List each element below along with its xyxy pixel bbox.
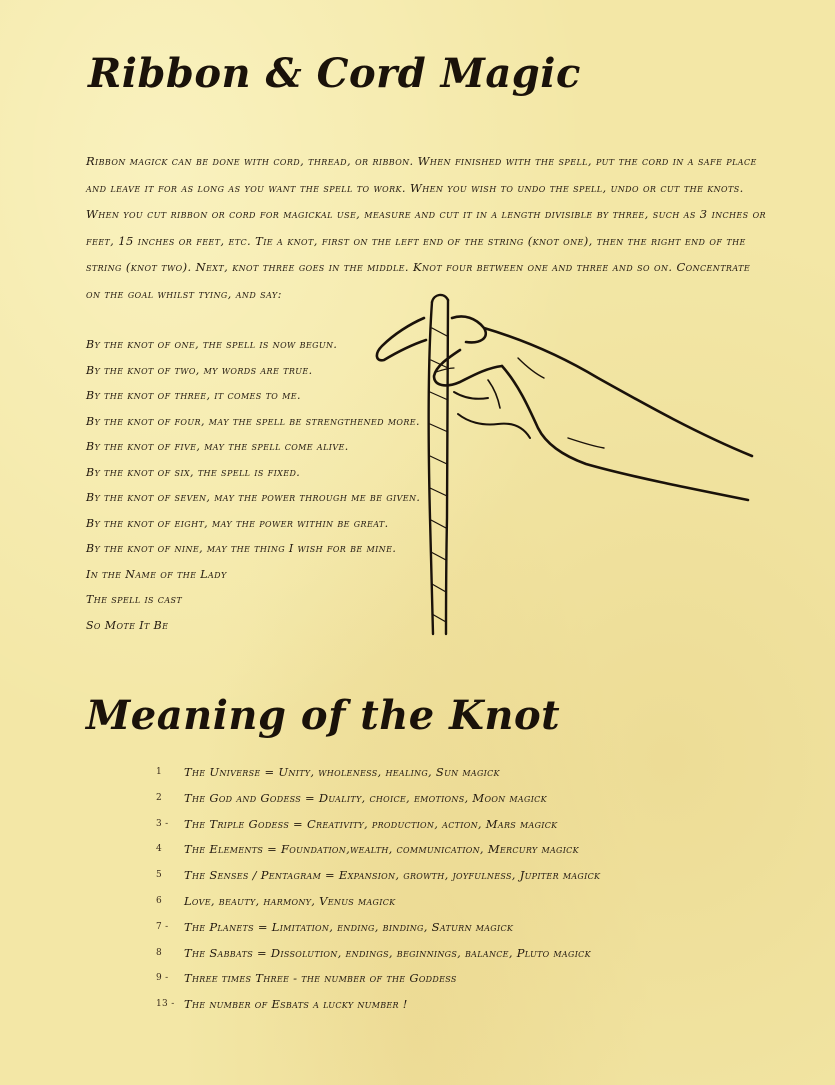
knot-number: 5 (156, 870, 163, 881)
list-item (156, 915, 600, 941)
chant-line: By the knot of four, may the spell be strengthened more. (86, 414, 420, 428)
chant-line: By the knot of eight, may the power within be great. (86, 516, 389, 530)
knot-meaning: Three times Three - the number of the Goddess (184, 971, 457, 986)
knot-meaning: The number of Esbats a lucky number ! (184, 997, 408, 1012)
knot-number: 9 - (156, 973, 169, 984)
knot-number: 8 (156, 947, 163, 958)
knot-meaning: The Universe = Unity, wholeness, healing, Sun magick (184, 765, 500, 779)
knot-meanings-list (156, 760, 600, 1018)
chant-line: The spell is cast (86, 593, 183, 606)
list-item (156, 966, 600, 992)
intro-paragraph: Ribbon magick can be done with cord, thread, or ribbon. When finished with the spell, put the cord in a safe place and leave it for as long as you want the spell to work. When you wish to undo the spell, undo or cut the knots. When you cut ribbon or cord for magickal use, measure and cut it in a length divisible by three, such as 3 inches or feet, 15 inches or feet, etc. Tie a knot, first on the left end of the string (knot one), then the right end of the string (knot two). Next, knot three goes in the middle. Knot four between one and three and so on. Concentrate on the goal whilst tying, and say: (86, 154, 766, 301)
page-title: Ribbon & Cord Magic (88, 50, 581, 97)
list-item (156, 941, 600, 967)
knot-number: 4 (156, 844, 163, 855)
knot-meaning: The Senses / Pentagram = Expansion, growth, joyfulness, Jupiter magick (184, 868, 601, 883)
knot-number: 3 - (156, 818, 169, 829)
list-item (156, 812, 600, 838)
chant-line: So Mote It Be (86, 618, 169, 632)
knot-meaning: The Elements = Foundation,wealth, communication, Mercury magick (184, 842, 579, 857)
knot-meaning: The God and Godess = Duality, choice, emotions, Moon magick (184, 790, 547, 805)
knot-meaning: Love, beauty, harmony, Venus magick (184, 893, 396, 908)
section-title: Meaning of the Knot (86, 692, 561, 739)
chant-line: By the knot of seven, may the power through me be given. (86, 491, 421, 504)
chant-line: By the knot of one, the spell is now begun. (86, 338, 338, 351)
chant-line: By the knot of nine, may the thing I wish for be mine. (86, 542, 397, 555)
knot-number: 7 - (156, 921, 169, 932)
list-item (156, 760, 600, 786)
list-item (156, 992, 600, 1018)
hand-holding-cord-icon (368, 288, 760, 640)
chant-line: By the knot of five, may the spell come alive. (86, 440, 349, 453)
knot-number: 1 (156, 767, 163, 777)
knot-meaning: The Planets = Limitation, ending, binding, Saturn magick (184, 919, 514, 934)
knot-meaning: The Triple Godess = Creativity, production, action, Mars magick (184, 816, 558, 831)
chant-line: In the Name of the Lady (86, 567, 227, 581)
knot-number: 2 (156, 792, 163, 803)
chant-line: By the knot of three, it comes to me. (86, 389, 301, 402)
list-item (156, 863, 600, 889)
list-item (156, 889, 600, 915)
list-item (156, 786, 600, 812)
chant-line: By the knot of two, my words are true. (86, 363, 313, 377)
knot-number: 6 (156, 895, 163, 906)
knot-number: 13 - (156, 999, 175, 1010)
chant-line: By the knot of six, the spell is fixed. (86, 465, 301, 479)
knot-meaning: The Sabbats = Dissolution, endings, beginnings, balance, Pluto magick (184, 945, 591, 960)
list-item (156, 837, 600, 863)
